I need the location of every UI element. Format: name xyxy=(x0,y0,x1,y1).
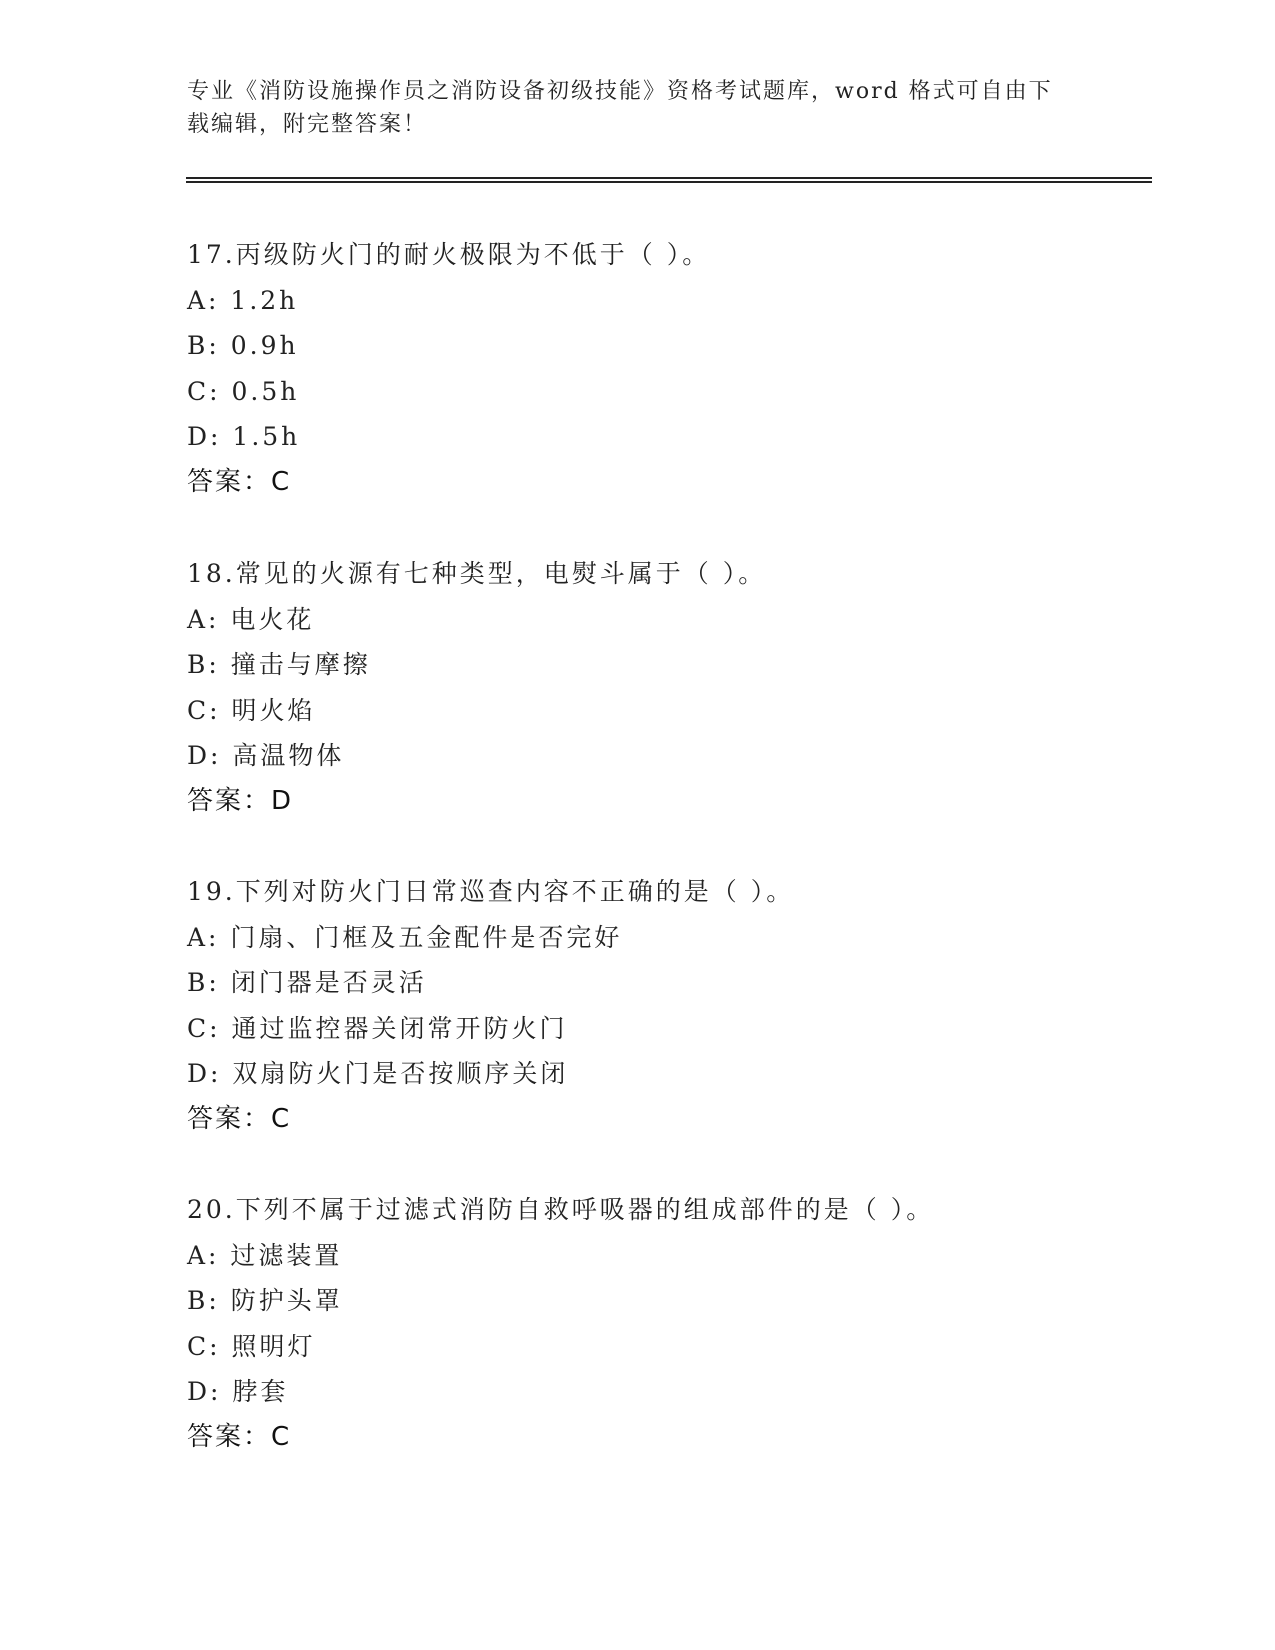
option-d: D: 脖套 xyxy=(187,1377,289,1406)
option-a: A: 电火花 xyxy=(187,604,315,634)
option-a: A: 过滤装置 xyxy=(187,1240,343,1270)
question-title: 20.下列不属于过滤式消防自救呼吸器的组成部件的是（ ）。 xyxy=(187,1195,935,1224)
option-c: C: 明火焰 xyxy=(187,695,316,725)
option-c: C: 0.5h xyxy=(187,376,300,406)
header-line-2: 载编辑，附完整答案！ xyxy=(187,112,428,137)
option-b: B: 撞击与摩擦 xyxy=(187,650,371,679)
option-b: B: 防护头罩 xyxy=(187,1286,343,1315)
option-c: C: 照明灯 xyxy=(187,1331,316,1361)
option-d: D: 1.5h xyxy=(187,422,301,451)
option-a: A: 门扇、门框及五金配件是否完好 xyxy=(187,922,623,952)
question-title: 17.丙级防火门的耐火极限为不低于（ ）。 xyxy=(187,240,711,269)
question-title: 18.常见的火源有七种类型，电熨斗属于（ ）。 xyxy=(187,559,767,588)
header-divider-top xyxy=(186,177,1152,179)
answer: 答案：C xyxy=(187,1103,292,1134)
answer: 答案：C xyxy=(187,466,292,497)
document-header xyxy=(187,75,1067,141)
option-c: C: 通过监控器关闭常开防火门 xyxy=(187,1013,568,1043)
option-a: A: 1.2h xyxy=(187,285,299,315)
answer: 答案：D xyxy=(187,785,294,816)
question-18 xyxy=(187,551,1187,824)
question-title: 19.下列对防火门日常巡查内容不正确的是（ ）。 xyxy=(187,877,795,906)
option-b: B: 0.9h xyxy=(187,331,299,360)
header-line-1: 专业《消防设施操作员之消防设备初级技能》资格考试题库，word 格式可自由下 xyxy=(187,79,1053,104)
question-17 xyxy=(187,232,1187,505)
answer: 答案：C xyxy=(187,1421,292,1452)
option-b: B: 闭门器是否灵活 xyxy=(187,968,427,997)
question-20 xyxy=(187,1187,1187,1460)
option-d: D: 高温物体 xyxy=(187,741,345,770)
question-19 xyxy=(187,869,1187,1142)
header-divider-bottom xyxy=(186,181,1152,183)
option-d: D: 双扇防火门是否按顺序关闭 xyxy=(187,1059,569,1088)
